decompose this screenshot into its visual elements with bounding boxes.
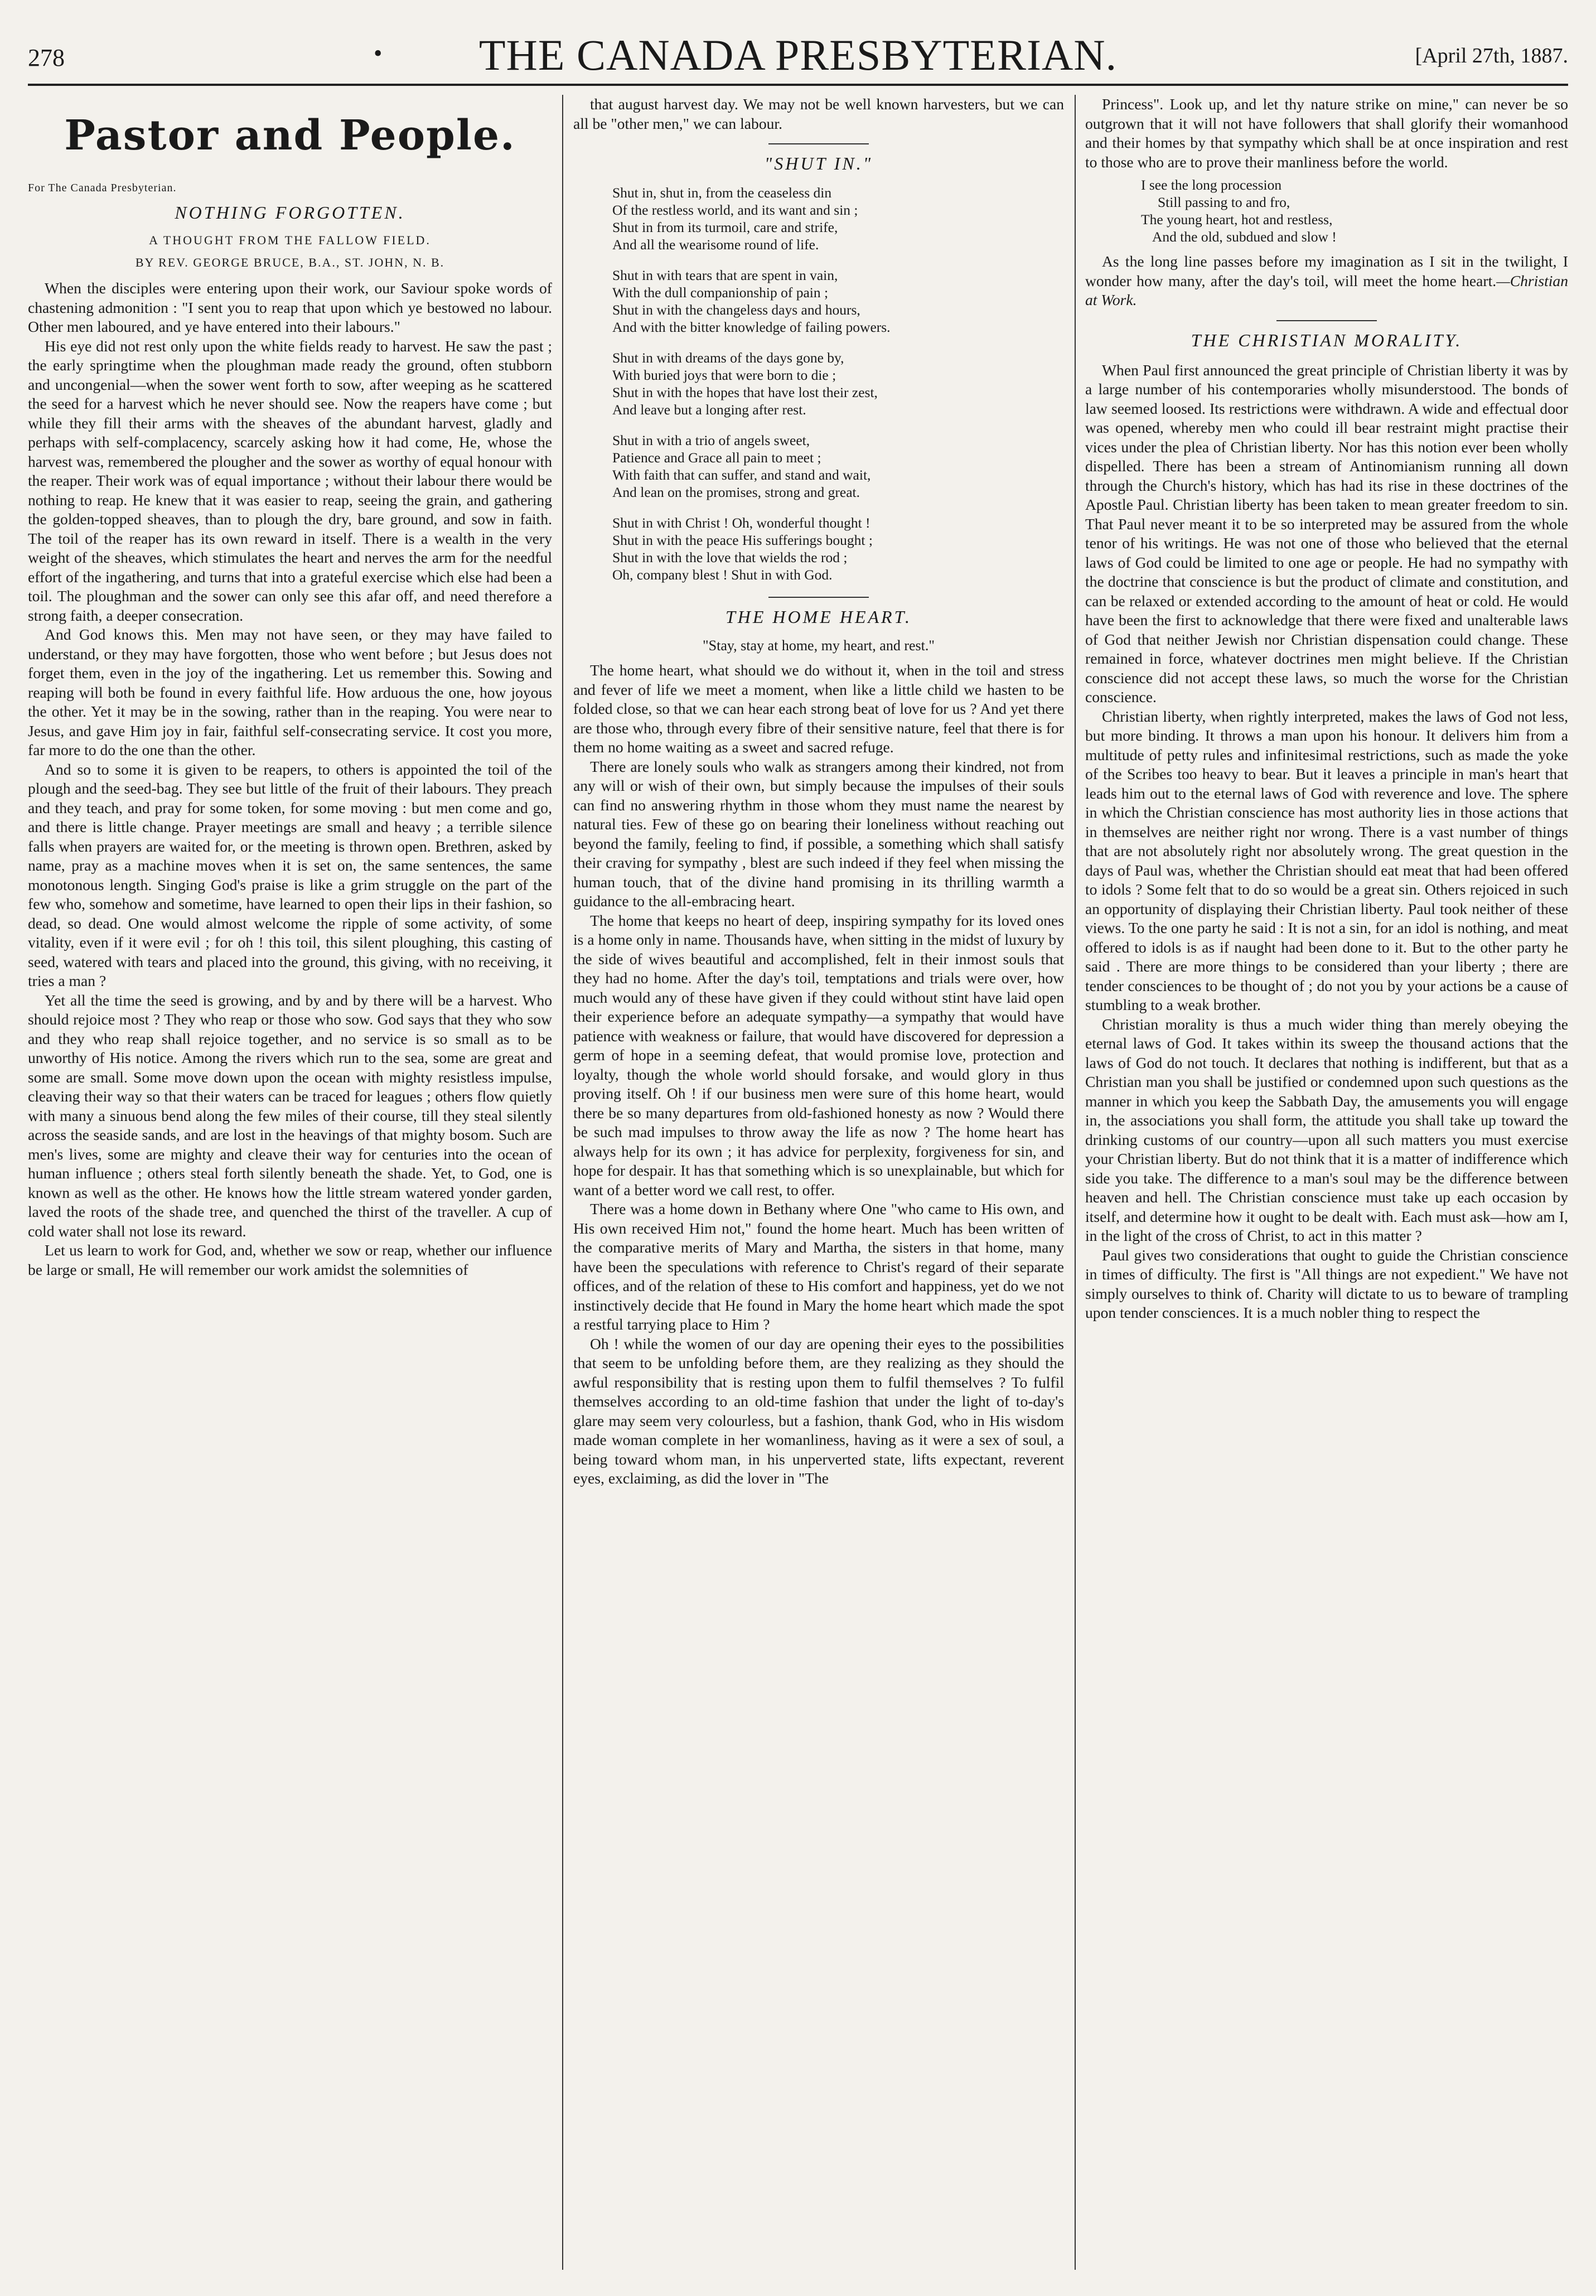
paragraph: And so to some it is given to be reapers, to others is appointed the toil of the plough and the seed-bag. They see but little of the fruit of their labours. They preach and they teach, and pray for some token, for some moving : but men come and go, and there is little change. Prayer meetings are small and heavy ; a terrible silence falls when prayers are waited for, or the meeting is thrown open. Brethren, asked by name, pray as a machine moves when it is set on, the same sentences, the same monotonous length. Singing God's praise is like a grim struggle on the part of the few who, somehow and sometime, have learned to open their lips in their fashion, so dead, so dead. One would almost welcome the ripple of some activity, of some vitality, even if it were evil ; for oh ! this toil, this silent ploughing, this casting of seed, watered with tears and placed into the ground, this giving, with no receiving, it tries a man ? — [28, 760, 552, 989]
verse-line: I see the long procession — [1141, 177, 1282, 193]
closing-text: As the long line passes before my imagination as I sit in the twilight, I wonder how many, after the day's toil, will meet the home heart. — [1085, 253, 1568, 289]
poem-line: With faith that can suffer, and stand and wait, — [612, 467, 871, 483]
poem-stanza — [612, 184, 1064, 253]
poem-stanza — [612, 514, 1064, 583]
poem-line: Shut in with the love that wields the rod ; — [612, 549, 848, 565]
page-header — [28, 22, 1568, 86]
paragraph — [1085, 252, 1568, 310]
column-rule — [1075, 95, 1076, 2270]
paragraph: Christian liberty, when rightly interpreted, makes the laws of God not less, but more binding. It throws a man upon his honour. It delivers him from a multitude of petty rules and infinitesimal restrictions, such as made the yoke of the Scribes too heavy to bear. But it leaves a principle in man's heart that leads him out to the eternal laws of God with reverence and love. The sphere in which the Christian conscience has most authority lies in those actions that in themselves are neither right nor wrong. There is a vast number of things that are not absolutely right nor absolutely wrong. The great question in the days of Paul was, whether the Christian should eat meat that had been offered to idols ? Some felt that to do so would be a great sin. Others rejoiced in such an opportunity of displaying their Christian liberty. Paul took neither of these views. To the one party he said : It is not a sin, for an idol is nothing, and meat offered to idols is as if naught had been done to it. But to the other party he said . There are more things to be considered than your liberty ; there are tender consciences to be thought of ; do not you by your actions be a cause of stumbling to a weak brother. — [1085, 707, 1568, 1013]
poem-title: "SHUT IN." — [764, 153, 873, 173]
paragraph: that august harvest day. We may not be well known harvesters, but we can all be "other men," we can labour. — [573, 95, 1064, 132]
publication-title: THE CANADA PRESBYTERIAN. — [478, 31, 1118, 79]
poem-line: And leave but a longing after rest. — [612, 402, 806, 418]
poem-line: Shut in from its turmoil, care and strife, — [612, 219, 838, 235]
poem-line: Shut in with the peace His sufferings bought ; — [612, 532, 873, 548]
poem-line: Shut in with a trio of angels sweet, — [612, 432, 810, 448]
columns — [28, 95, 1568, 2270]
verse-line: Still passing to and fro, — [1158, 194, 1290, 210]
paragraph: Oh ! while the women of our day are opening their eyes to the possibilities that seem to be unfolding before them, are they realizing as they should the awful responsibility that is resting upon them to fulfil themselves ? To fulfil themselves according to an old-time fashion that under the light of to-day's glare may seem very colourless, but a fashion, thank God, who in His wisdom made woman complete in her womanliness, having as it were a sex of soul, a being toward whom man, in his unperverted state, lifts expectant, reverent eyes, exclaiming, as did the lover in "The — [573, 1335, 1064, 1487]
column-rule — [562, 95, 563, 2270]
article-title: NOTHING FORGOTTEN. — [175, 202, 405, 223]
newspaper-page — [28, 22, 1568, 2275]
article-subtitle: A THOUGHT FROM THE FALLOW FIELD. — [149, 233, 431, 247]
poem-stanza — [612, 349, 1064, 418]
paragraph: When Paul first announced the great principle of Christian liberty it was by a large number of his contemporaries wholly misunderstood. The bonds of law seemed loosed. Its restrictions were withdrawn. A wide and effectual door was opened, whereby men who could ill bear restraint might practise their vices under the plea of Christian liberty. Nor has this notion ever been wholly dispelled. There has been a stream of Antinomianism running all down through the Church's history, which has had its rise in these doctrines of the Apostle Paul. Christian liberty has been taken to mean greater freedom to sin. That Paul never meant it to be so interpreted may be assured from the whole tenor of his writings. He was not one of those who believed that the eternal laws of God could be limited to one age or people. He had no sympathy with the doctrine that conscience is but the product of climate and constitution, and can be relaxed or extended according to the amount of heat or cold. He would have been the first to acknowledge that there were fixed and unalterable laws of God that neither Jewish nor Christian dispensation could change. These remained in force, whatever doctrines men might believe. If the Christian conscience did not accept these laws, so much the worse for the Christian conscience. — [1085, 361, 1568, 705]
poem-line: Shut in with the changeless days and hours, — [612, 302, 860, 318]
header-mark: • — [374, 40, 383, 67]
paragraph: Princess". Look up, and let thy nature strike on mine," can never be so outgrown that it will not have followers that shall glorify their womanhood and their homes by that sympathy which shall be at once inspiration and rest to those who are to prove their manliness before the world. — [1085, 95, 1568, 171]
poem-line: Patience and Grace all pain to meet ; — [612, 449, 821, 466]
poem-stanza — [612, 432, 1064, 501]
divider — [768, 143, 869, 144]
paragraph: Yet all the time the seed is growing, and by and by there will be a harvest. Who should rejoice most ? They who reap or those who sow. God says that they who sow and they who reap shall rejoice together, and no service is so small as to be unworthy of His notice. Among the rivers which run to the sea, some are great and some are small. Some move down upon the ocean with mighty resistless impulse, cleaving their way so that their waters can be traced for leagues ; others flow quietly with many a sinuous bend along the few miles of their course, till they steal silently across the seaside sands, and are lost in the heavings of that mighty bosom. Such are men's lives, some are mighty and cleave their way for centuries into the ocean of human influence ; others steal forth silently beneath the shade. Yet, to God, one is known as well as the other. He knows how the little stream watered yonder garden, laved the roots of the shade tree, and quenched the thirst of the traveller. A cup of cold water shall not lose its reward. — [28, 991, 552, 1240]
column-1 — [28, 95, 552, 2270]
article-title: THE CHRISTIAN MORALITY. — [1191, 330, 1463, 350]
poem-line: With the dull companionship of pain ; — [612, 284, 829, 301]
column-3 — [1085, 95, 1568, 2270]
poem-line: With buried joys that were born to die ; — [612, 367, 836, 383]
source-signature: —Christian at Work. — [1085, 272, 1568, 308]
verse-line: And the old, subdued and slow ! — [1152, 229, 1337, 245]
divider — [1276, 320, 1377, 321]
paragraph: And God knows this. Men may not have seen, or they may have failed to understand, or they may have forgotten, those who went before ; but Jesus does not forget them, even in the joy of the ingathering. Let us remember this. Sowing and reaping will both be found in every faithful life. How arduous the one, how joyous the other. Yet it may be in the sowing, rather than in the reaping. You were near to Jesus, and gave Him joy in fair, faithful self-consecrating service. It cost you more, far more to do the one than the other. — [28, 626, 552, 758]
for-line: For The Canada Presbyterian. — [28, 182, 177, 194]
column-2 — [573, 95, 1064, 2270]
poem — [612, 184, 1064, 583]
epigraph: "Stay, stay at home, my heart, and rest." — [703, 637, 935, 654]
issue-date: [April 27th, 1887. — [1415, 44, 1568, 67]
article-byline: BY REV. GEORGE BRUCE, B.A., ST. JOHN, N. B. — [135, 255, 445, 269]
paragraph: Paul gives two considerations that ought to guide the Christian conscience in times of difficulty. The first is "All things are not expedient." We have not simply ourselves to think of. Charity will dictate to us to beware of trampling upon tender consciences. It is a much nobler thing to respect the — [1085, 1246, 1568, 1321]
poem-line: And all the wearisome round of life. — [612, 236, 819, 253]
poem-line: Shut in with Christ ! Oh, wonderful thought ! — [612, 515, 870, 531]
poem-line: And with the bitter knowledge of failing powers. — [612, 319, 891, 335]
paragraph: The home heart, what should we do without it, when in the toil and stress and fever of life we meet a moment, when like a little child we hasten to be folded close, so that we can hear each strong beat of love for us ? And yet there are those who, through every fibre of their sensitive nature, feel that there is for them no home waiting as a sweet and sacred refuge. — [573, 661, 1064, 756]
poem-line: And lean on the promises, strong and great. — [612, 484, 860, 500]
paragraph: The home that keeps no heart of deep, inspiring sympathy for its loved ones is a home only in name. Thousands have, when sitting in the midst of luxury by the side of wives beautiful and accomplished, felt in their inmost souls that they had no home. After the day's toil, temptations and trials were over, how much would any of these have given if they could without stint have laid open their experience before an adequate sympathy—a sympathy that would have patience with weakness or failure, that would have discovered for depression a germ of hope in a seeming defeat, that would promise love, protection and loyalty, though the whole world should forsake, and would glory in thus proving itself. Oh ! if our business men were sure of this home heart, would there be so many departures from old-fashioned honesty as now ? Would there be such mad impulses to throw away the life as now ? The home heart has always help for its own ; it has advice for perplexity, forgiveness for sin, and hope for despair. It has that something which is so unexplainable, but which for want of a better word we call rest, to offer. — [573, 911, 1064, 1198]
verse-line: The young heart, hot and restless, — [1141, 211, 1333, 228]
paragraph: His eye did not rest only upon the white fields ready to harvest. He saw the past ; the early springtime when the ploughman made ready the ground, often stubborn and uncongenial—when the sower went forth to sow, after weeping as he scattered the seed for a harvest which he never should see. Now the reapers have come ; but while they fill their arms with the sheaves of the abundant harvest, gladly and perhaps with self-complacency, scarcely asking how it had come, He, whose the harvest was, remembered the plougher and the sower as worthy of equal honour with the reaper. Their work was of equal importance ; without their labour there would be nothing to reap. He knew that it was easier to reap, seeing the grain, and gathering the golden-topped sheaves, than to plough the dry, bare ground, and sow in faith. The toil of the reaper has its own reward in itself. There is a wealth in the very weight of the sheaves, which stimulates the heart and nerves the arm for the needful effort of the ingathering, and turns that into a grateful exercise which else had been a toil. The ploughman and the sower can only see this afar off, and need therefore a strong faith, a deeper consecration. — [28, 337, 552, 624]
poem-line: Shut in with tears that are spent in vain, — [612, 267, 838, 283]
paragraph: There was a home down in Bethany where One "who came to His own, and His own received Him not," found the home heart. Much has been written of the comparative merits of Mary and Martha, the sisters in that home, many have been the speculations with reference to Christ's regard of their separate offices, and of the relation of these to His comfort and happiness, yet do we not instinctively decide that He found in Mary the home heart which made the spot a restful tarrying place to Him ? — [573, 1200, 1064, 1333]
poem-line: Of the restless world, and its want and sin ; — [612, 202, 858, 218]
article-title: THE HOME HEART. — [725, 607, 912, 627]
poem-stanza — [612, 267, 1064, 336]
poem-line: Oh, company blest ! Shut in with God. — [612, 567, 833, 583]
divider — [768, 597, 869, 598]
section-title: Pastor and People. — [64, 112, 516, 159]
poem-line: Shut in with the hopes that have lost their zest, — [612, 384, 878, 400]
poem-line: Shut in, shut in, from the ceaseless din — [612, 185, 832, 201]
paragraph: When the disciples were entering upon their work, our Saviour spoke words of chastening admonition : "I sent you to reap that upon which ye bestowed no labour. Other men laboured, and ye have entered into their labours." — [28, 279, 552, 335]
poem-line: Shut in with dreams of the days gone by, — [612, 350, 844, 366]
paragraph: There are lonely souls who walk as strangers among their kindred, not from any will or wish of their own, but simply because the impulses of their souls can find no answering rhythm in those whom they must name the nearest by natural ties. Few of these go on bearing their loneliness without reaching out beyond the family, feeling to find, if possible, a something which shall satisfy their craving for sympathy , blest are such indeed if they feel when missing the human touch, that of the divine hand promising in its thrilling warmth a guidance to the all-embracing heart. — [573, 757, 1064, 910]
page-number: 278 — [28, 44, 65, 71]
paragraph: Let us learn to work for God, and, whether we sow or reap, whether our influence be large or small, He will remember our work amidst the solemnities of — [28, 1241, 552, 1278]
paragraph: Christian morality is thus a much wider thing than merely obeying the eternal laws of God. It takes within its sweep the thousand actions that the laws of God do not touch. It declares that nothing is indifferent, but that as a Christian man you shall be justified or condemned upon such questions as the manner in which you keep the Sabbath Day, the amusements you will engage in, the associations you shall form, the attitude you shall take up toward the drinking customs of our country—upon all such matters you must exercise your Christian liberty. But do not think that it is a matter of indifference which side you take. The difference to a man's soul may be the difference between heaven and hell. The Christian conscience must take up each occasion by itself, and determine how it ought to be dealt with. Each must ask—how am I, in the light of the cross of Christ, to act in this matter ? — [1085, 1015, 1568, 1244]
verse — [1141, 176, 1568, 245]
